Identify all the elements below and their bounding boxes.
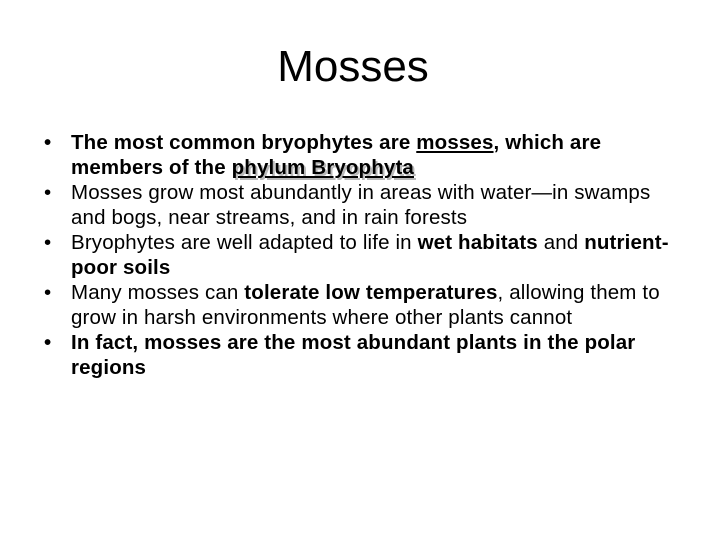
bullet-text: Bryophytes are well adapted to life in <box>71 231 418 254</box>
bullet-text: Many mosses can <box>71 281 245 304</box>
slide-title: Mosses <box>277 42 429 91</box>
bullet-item-bryophytes <box>44 130 684 180</box>
bullet-text: and <box>537 231 585 254</box>
bullet-item-habitats <box>44 180 684 230</box>
bullet-text: In fact, mosses are the most abundant plants in the polar regions <box>71 331 636 379</box>
bullet-item-adaptation <box>44 230 684 280</box>
term-mosses: mosses <box>416 131 494 154</box>
bullet-item-polar <box>44 330 684 380</box>
term-nutrient-poor-soils: nutrient-poor soils <box>71 231 669 279</box>
bullet-text: Mosses grow most abundantly in areas with water—in swamps and bogs, near streams, and in rain forests <box>71 181 651 229</box>
term-tolerate-low-temperatures: tolerate low temperatures <box>244 281 498 304</box>
bullet-item-temperatures <box>44 280 684 330</box>
bullet-text: , which are members of the <box>71 131 602 179</box>
term-wet-habitats: wet habitats <box>417 231 538 254</box>
bullet-text: The most common bryophytes are <box>71 131 417 154</box>
bullet-text: , allowing them to grow in harsh environments where other plants cannot <box>71 281 660 329</box>
term-phylum-bryophyta: phylum Bryophyta <box>231 156 414 179</box>
bullet-list <box>44 130 684 380</box>
